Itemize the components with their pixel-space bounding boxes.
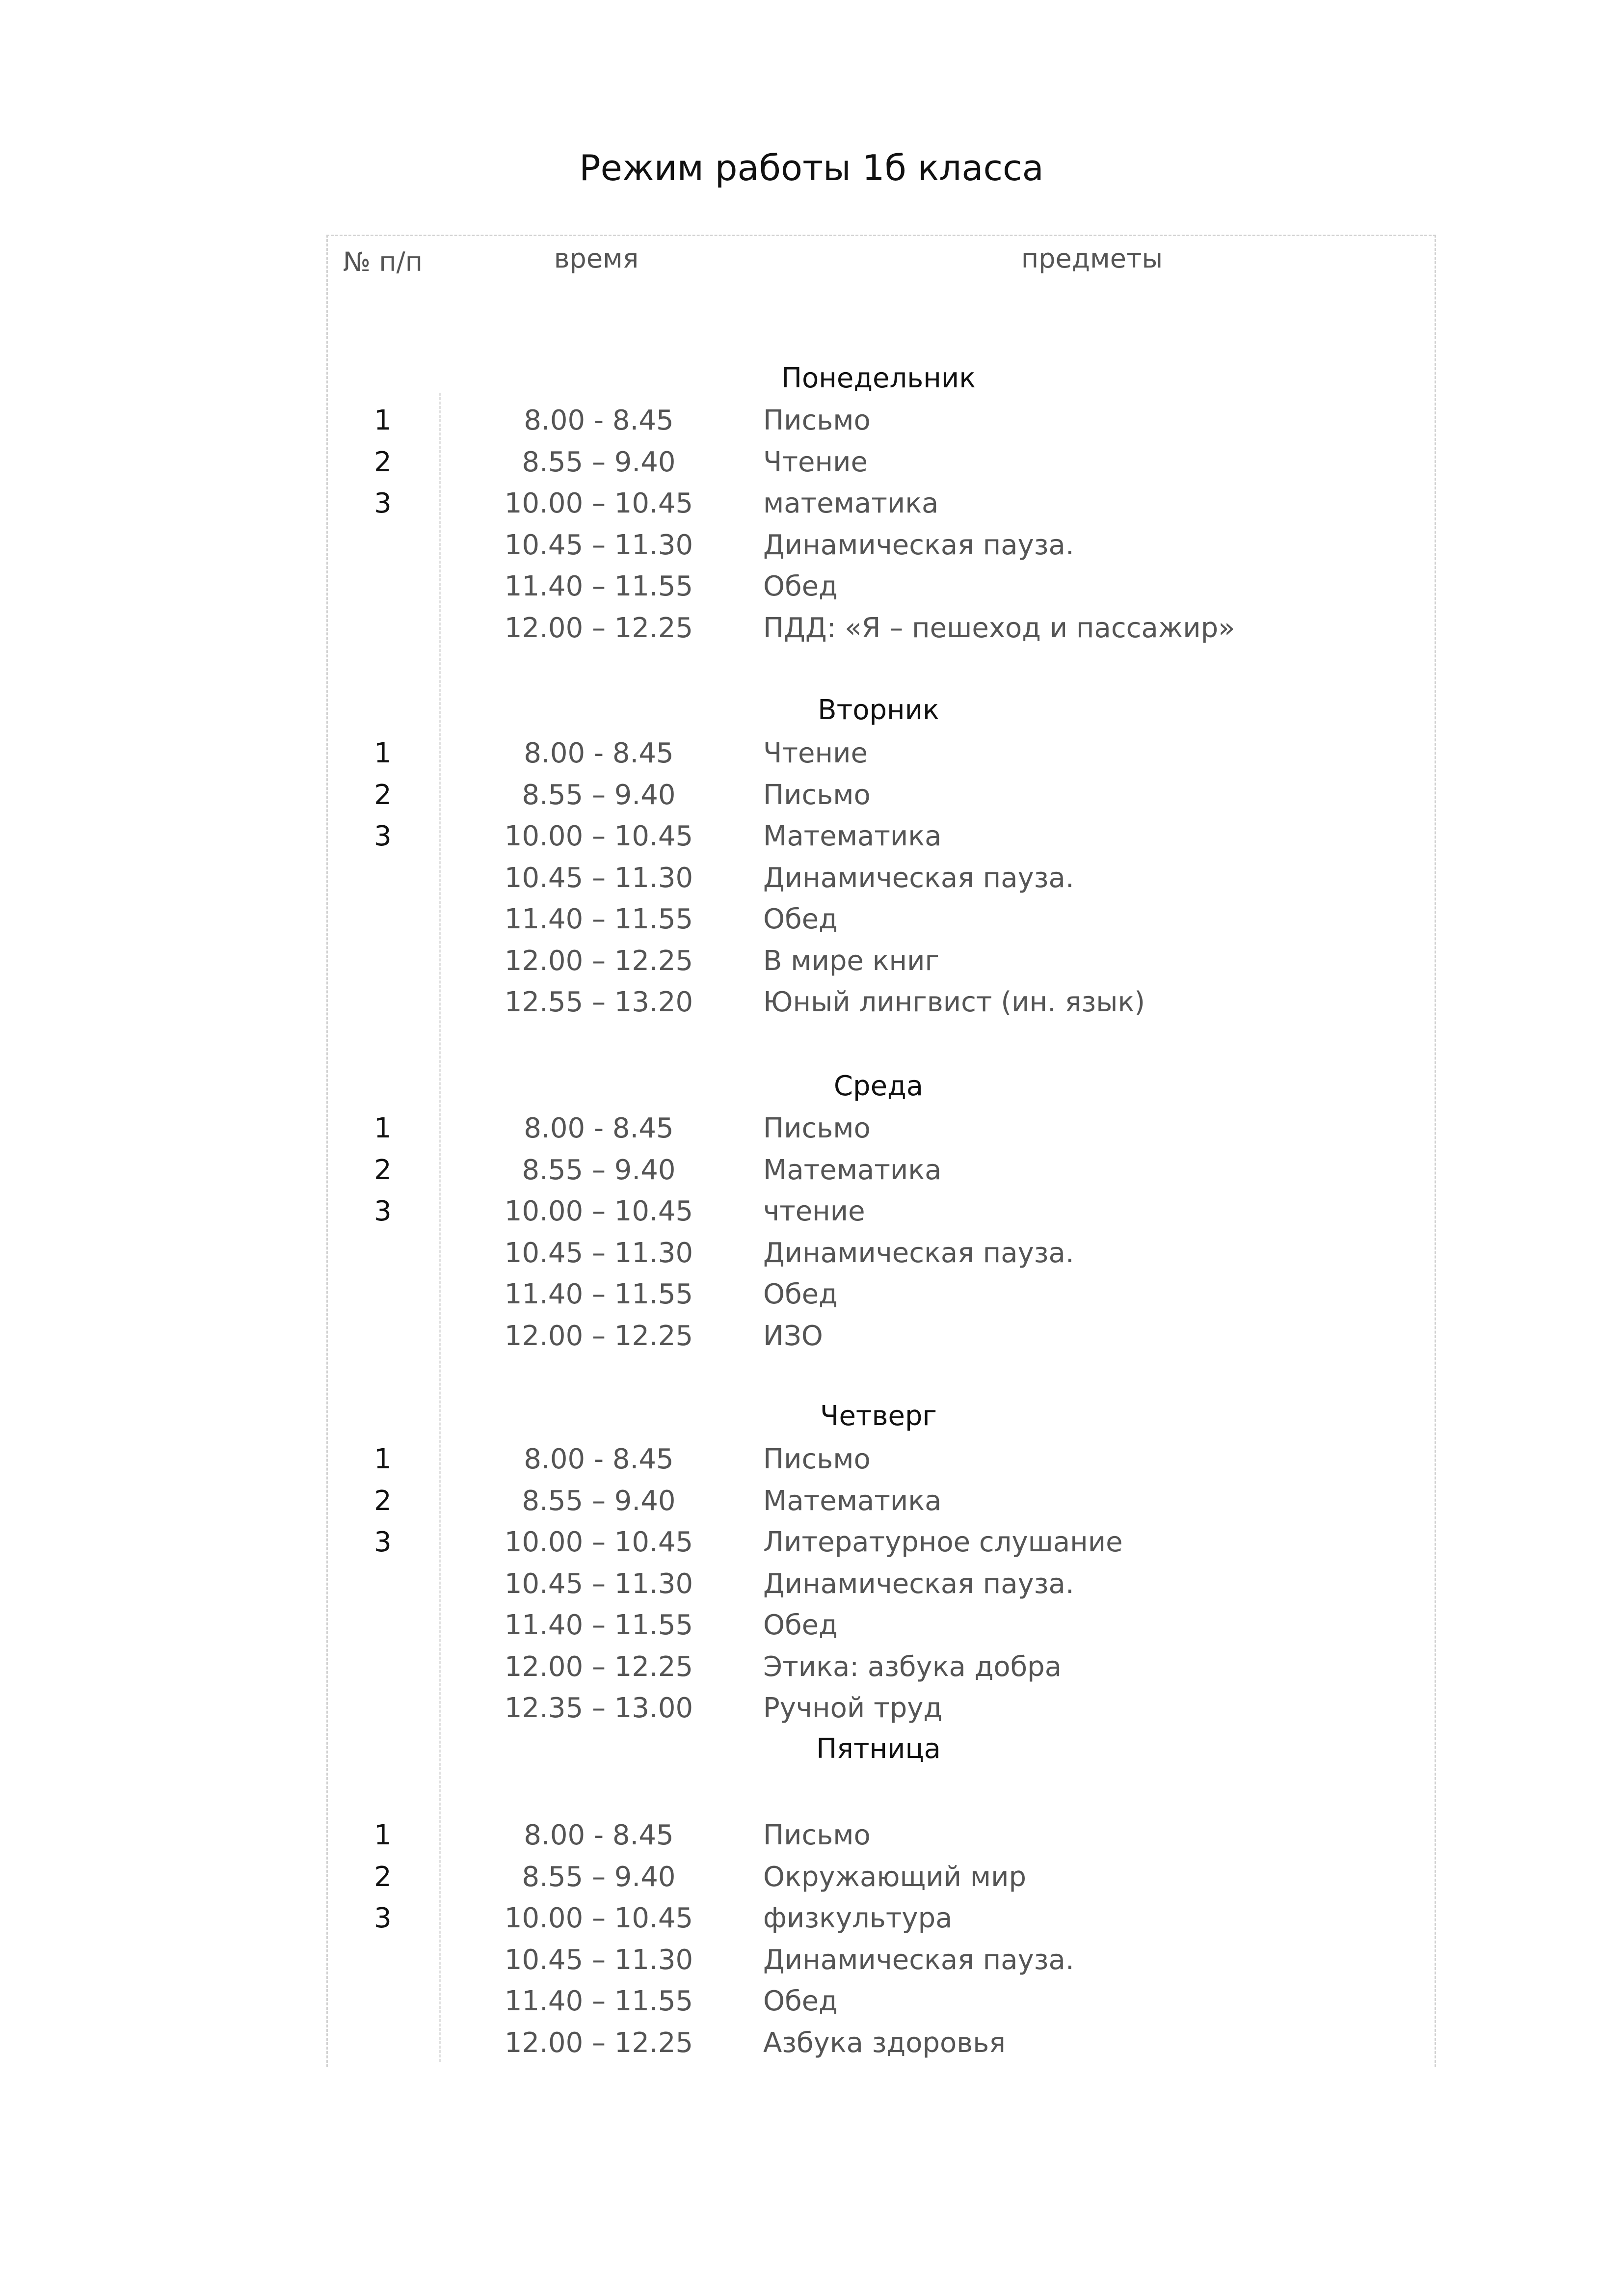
table-row	[0, 1195, 1623, 1237]
day-heading: Четверг	[820, 1400, 937, 1432]
table-row	[0, 1154, 1623, 1195]
lesson-subject: Обед	[763, 1985, 838, 2017]
table-row	[0, 446, 1623, 487]
lesson-time: 8.55 – 9.40	[522, 1861, 676, 1893]
lesson-subject: Азбука здоровья	[763, 2027, 1006, 2059]
lesson-subject: Динамическая пауза.	[763, 1944, 1074, 1976]
lesson-time: 8.00 - 8.45	[524, 737, 674, 769]
header-number: № п/п	[343, 246, 423, 277]
header-subjects: предметы	[1021, 243, 1163, 274]
table-row	[0, 986, 1623, 1027]
table-row	[0, 737, 1623, 779]
lesson-subject: Математика	[763, 820, 942, 852]
lesson-time: 12.00 – 12.25	[504, 1320, 693, 1352]
lesson-subject: Чтение	[763, 737, 868, 769]
lesson-time: 11.40 – 11.55	[504, 570, 693, 602]
day-heading: Пятница	[816, 1733, 941, 1765]
lesson-number: 2	[374, 446, 392, 478]
lesson-subject: чтение	[763, 1195, 865, 1227]
lesson-number: 1	[374, 1819, 392, 1851]
table-row	[0, 1278, 1623, 1320]
lesson-subject: Динамическая пауза.	[763, 1237, 1074, 1269]
lesson-time: 10.45 – 11.30	[504, 529, 693, 561]
table-row	[0, 1985, 1623, 2026]
table-row	[0, 529, 1623, 570]
lesson-subject: Чтение	[763, 446, 868, 478]
lesson-time: 10.00 – 10.45	[504, 1526, 693, 1558]
lesson-number: 3	[374, 820, 392, 852]
lesson-time: 11.40 – 11.55	[504, 1609, 693, 1641]
lesson-time: 8.55 – 9.40	[522, 446, 676, 478]
lesson-subject: Ручной труд	[763, 1692, 943, 1724]
lesson-subject: Этика: азбука добра	[763, 1651, 1062, 1683]
lesson-number: 2	[374, 1861, 392, 1893]
lesson-time: 10.00 – 10.45	[504, 1902, 693, 1934]
lesson-subject: физкультура	[763, 1902, 953, 1934]
lesson-time: 10.45 – 11.30	[504, 1568, 693, 1600]
lesson-time: 10.00 – 10.45	[504, 487, 693, 519]
lesson-subject: математика	[763, 487, 939, 519]
lesson-number: 3	[374, 487, 392, 519]
lesson-subject: В мире книг	[763, 945, 939, 977]
lesson-time: 8.55 – 9.40	[522, 1485, 676, 1517]
table-row	[0, 779, 1623, 820]
table-row	[0, 862, 1623, 903]
table-row	[0, 1609, 1623, 1650]
lesson-time: 11.40 – 11.55	[504, 1985, 693, 2017]
lesson-number: 1	[374, 405, 392, 436]
day-heading: Понедельник	[781, 362, 976, 394]
lesson-time: 10.45 – 11.30	[504, 862, 693, 894]
lesson-subject: Письмо	[763, 779, 871, 811]
lesson-time: 12.00 – 12.25	[504, 2027, 693, 2059]
table-row	[0, 1902, 1623, 1944]
lesson-subject: Динамическая пауза.	[763, 1568, 1074, 1600]
table-row	[0, 820, 1623, 862]
lesson-time: 10.45 – 11.30	[504, 1237, 693, 1269]
lesson-number: 3	[374, 1526, 392, 1558]
lesson-subject: Математика	[763, 1154, 942, 1186]
lesson-time: 10.00 – 10.45	[504, 820, 693, 852]
lesson-subject: ПДД: «Я – пешеход и пассажир»	[763, 612, 1235, 644]
lesson-time: 12.00 – 12.25	[504, 945, 693, 977]
table-row	[0, 1485, 1623, 1526]
header-time: время	[554, 243, 639, 274]
lesson-subject: Обед	[763, 570, 838, 602]
lesson-number: 1	[374, 1443, 392, 1475]
lesson-subject: Письмо	[763, 1443, 871, 1475]
table-row	[0, 1568, 1623, 1609]
lesson-number: 3	[374, 1195, 392, 1227]
lesson-number: 2	[374, 1154, 392, 1186]
lesson-time: 8.00 - 8.45	[524, 1819, 674, 1851]
table-row	[0, 2027, 1623, 2068]
table-row	[0, 1651, 1623, 1692]
lesson-time: 12.35 – 13.00	[504, 1692, 693, 1724]
table-row	[0, 1112, 1623, 1154]
lesson-time: 12.55 – 13.20	[504, 986, 693, 1018]
lesson-time: 10.45 – 11.30	[504, 1944, 693, 1976]
lesson-subject: Динамическая пауза.	[763, 862, 1074, 894]
lesson-time: 8.00 - 8.45	[524, 1443, 674, 1475]
lesson-subject: Обед	[763, 903, 838, 935]
table-row	[0, 405, 1623, 446]
lesson-subject: Окружающий мир	[763, 1861, 1027, 1893]
lesson-number: 2	[374, 779, 392, 811]
lesson-subject: Обед	[763, 1609, 838, 1641]
table-row	[0, 1443, 1623, 1485]
table-row	[0, 1320, 1623, 1361]
lesson-time: 10.00 – 10.45	[504, 1195, 693, 1227]
lesson-subject: Динамическая пауза.	[763, 529, 1074, 561]
page-title: Режим работы 1б класса	[579, 147, 1044, 189]
lesson-number: 2	[374, 1485, 392, 1517]
table-row	[0, 1861, 1623, 1902]
lesson-time: 8.00 - 8.45	[524, 405, 674, 436]
lesson-time: 11.40 – 11.55	[504, 903, 693, 935]
table-row	[0, 1819, 1623, 1861]
lesson-number: 1	[374, 1112, 392, 1144]
table-row	[0, 903, 1623, 945]
lesson-time: 12.00 – 12.25	[504, 612, 693, 644]
lesson-time: 8.55 – 9.40	[522, 779, 676, 811]
lesson-subject: Юный лингвист (ин. язык)	[763, 986, 1145, 1018]
day-heading: Вторник	[818, 694, 939, 726]
lesson-time: 11.40 – 11.55	[504, 1278, 693, 1310]
day-heading: Среда	[833, 1070, 924, 1102]
lesson-subject: Литературное слушание	[763, 1526, 1123, 1558]
table-row	[0, 945, 1623, 986]
lesson-time: 8.55 – 9.40	[522, 1154, 676, 1186]
table-row	[0, 1944, 1623, 1985]
table-row	[0, 612, 1623, 653]
lesson-subject: Письмо	[763, 1819, 871, 1851]
lesson-time: 12.00 – 12.25	[504, 1651, 693, 1683]
table-row	[0, 1692, 1623, 1733]
lesson-subject: Математика	[763, 1485, 942, 1517]
lesson-subject: Письмо	[763, 405, 871, 436]
lesson-number: 3	[374, 1902, 392, 1934]
table-row	[0, 1526, 1623, 1567]
table-row	[0, 1237, 1623, 1278]
lesson-subject: ИЗО	[763, 1320, 823, 1352]
lesson-number: 1	[374, 737, 392, 769]
table-row	[0, 570, 1623, 612]
lesson-subject: Письмо	[763, 1112, 871, 1144]
lesson-subject: Обед	[763, 1278, 838, 1310]
lesson-time: 8.00 - 8.45	[524, 1112, 674, 1144]
table-row	[0, 487, 1623, 529]
